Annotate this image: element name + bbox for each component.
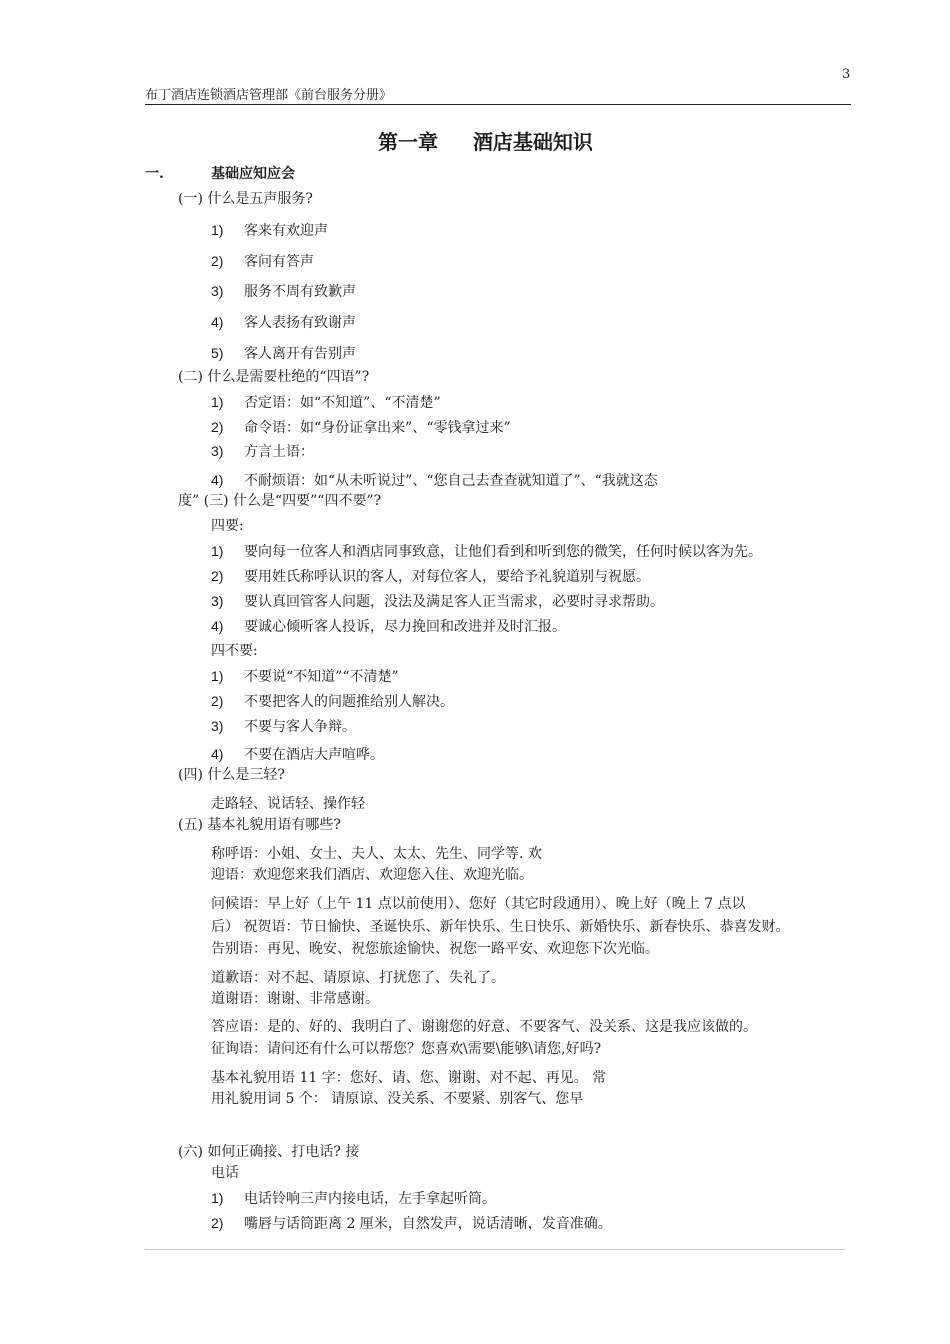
item-text: 不要说“不知道”“不清楚”	[244, 669, 399, 685]
item-text: 电话铃响三声内接电话，左手拿起听筒。	[244, 1191, 496, 1207]
item-number: 1)	[211, 1190, 224, 1206]
list-item	[211, 1215, 612, 1233]
subheading-donts: 四不要:	[211, 643, 258, 659]
text-line: 后） 祝贺语：节日愉快、圣诞快乐、新年快乐、生日快乐、新婚快乐、新春快乐、恭喜发财。	[211, 919, 790, 935]
list-item	[211, 718, 356, 736]
chapter-title: 第一章 酒店基础知识	[378, 130, 593, 154]
list-item	[211, 283, 356, 301]
text-line: 用礼貌用词 5 个： 请原谅、没关系、不要紧、别客气、您早	[211, 1091, 584, 1107]
item-text: 要诚心倾听客人投诉，尽力挽回和改进并及时汇报。	[244, 619, 566, 635]
list-item	[211, 314, 356, 332]
item-number: 3)	[211, 283, 224, 299]
section-number: 一.	[145, 166, 164, 182]
item-number: 2)	[211, 568, 224, 584]
item-text: 客人离开有告别声	[244, 346, 356, 362]
item-number: 1)	[211, 668, 224, 684]
item-text: 不耐烦语：如“从未听说过”、“您自己去查查就知道了”、“我就这态	[244, 473, 658, 489]
item-text: 嘴唇与话筒距离 2 厘米，自然发声，说话清晰，发音准确。	[244, 1216, 612, 1232]
text-line: 迎语：欢迎您来我们酒店、欢迎您入住、欢迎光临。	[211, 867, 533, 883]
list-item	[211, 1190, 496, 1208]
item-number: 2)	[211, 693, 224, 709]
list-item	[211, 543, 762, 561]
list-item	[211, 345, 356, 363]
list-item	[211, 253, 314, 271]
item-text: 不要与客人争辩。	[244, 719, 356, 735]
wrapped-line: 电话	[211, 1165, 239, 1181]
subheading-dos: 四要:	[211, 518, 244, 534]
list-item	[211, 222, 328, 240]
footer-rule	[145, 1249, 845, 1250]
item-number: 4)	[211, 472, 224, 488]
list-item	[211, 394, 441, 412]
item-number: 4)	[211, 746, 224, 762]
item-text: 客来有欢迎声	[244, 223, 328, 239]
item-text: 方言土语：	[244, 444, 314, 460]
question-5-title: (五) 基本礼貌用语有哪些?	[178, 817, 341, 833]
item-number: 4)	[211, 618, 224, 634]
question-6-title: (六) 如何正确接、打电话? 接	[178, 1144, 360, 1160]
item-text: 要用姓氏称呼认识的客人，对每位客人，要给予礼貌道别与祝愿。	[244, 569, 650, 585]
item-number: 1)	[211, 394, 224, 410]
item-text: 不要在酒店大声喧哗。	[244, 747, 384, 763]
text-line: 道歉语：对不起、请原谅、打扰您了、失礼了。	[211, 970, 505, 986]
list-item	[211, 746, 384, 764]
item-text: 命令语：如“身份证拿出来”、“零钱拿过来”	[244, 420, 511, 436]
item-number: 1)	[211, 222, 224, 238]
page-number: 3	[842, 67, 851, 82]
document-header: 布丁酒店连锁酒店管理部《前台服务分册》	[145, 88, 393, 103]
item-number: 3)	[211, 718, 224, 734]
wrapped-line: 度” (三) 什么是“四要”“四不要”?	[178, 493, 382, 509]
question-4-answer: 走路轻、说话轻、操作轻	[211, 796, 365, 812]
item-number: 3)	[211, 593, 224, 609]
item-text: 要向每一位客人和酒店同事致意，让他们看到和听到您的微笑，任何时候以客为先。	[244, 544, 762, 560]
text-line: 基本礼貌用语 11 字：您好、请、您、谢谢、对不起、再见。 常	[211, 1070, 607, 1086]
item-text: 否定语：如“不知道”、“不清楚”	[244, 395, 441, 411]
item-number: 3)	[211, 443, 224, 459]
item-text: 不要把客人的问题推给别人解决。	[244, 694, 454, 710]
item-number: 1)	[211, 543, 224, 559]
text-line: 答应语：是的、好的、我明白了、谢谢您的好意、不要客气、没关系、这是我应该做的。	[211, 1019, 757, 1035]
question-2-title: (二) 什么是需要杜绝的“四语”?	[178, 369, 370, 385]
item-text: 要认真回管客人问题，没法及满足客人正当需求，必要时寻求帮助。	[244, 594, 664, 610]
text-line: 征询语：请问还有什么可以帮您？您喜欢\需要\能够\请您,好吗?	[211, 1041, 602, 1057]
question-1-title: (一) 什么是五声服务?	[178, 191, 313, 207]
list-item	[211, 593, 664, 611]
section-title: 基础应知应会	[211, 166, 295, 182]
list-item	[211, 693, 454, 711]
item-number: 2)	[211, 253, 224, 269]
item-text: 客问有答声	[244, 254, 314, 270]
item-number: 2)	[211, 419, 224, 435]
list-item	[211, 472, 658, 490]
list-item	[211, 668, 399, 686]
list-item	[211, 618, 566, 636]
question-4-title: (四) 什么是三轻?	[178, 767, 285, 783]
item-number: 2)	[211, 1215, 224, 1231]
header-rule	[145, 104, 851, 105]
text-line: 道谢语：谢谢、非常感谢。	[211, 991, 379, 1007]
list-item	[211, 568, 650, 586]
text-line: 告别语：再见、晚安、祝您旅途愉快、祝您一路平安、欢迎您下次光临。	[211, 941, 659, 957]
list-item	[211, 443, 314, 461]
list-item	[211, 419, 511, 437]
text-line: 问候语：早上好（上午 11 点以前使用）、您好（其它时段通用）、晚上好（晚上 7 点以	[211, 896, 746, 912]
item-text: 服务不周有致歉声	[244, 284, 356, 300]
item-text: 客人表扬有致谢声	[244, 315, 356, 331]
item-number: 4)	[211, 314, 224, 330]
text-line: 称呼语：小姐、女士、夫人、太太、先生、同学等. 欢	[211, 846, 542, 862]
item-number: 5)	[211, 345, 224, 361]
